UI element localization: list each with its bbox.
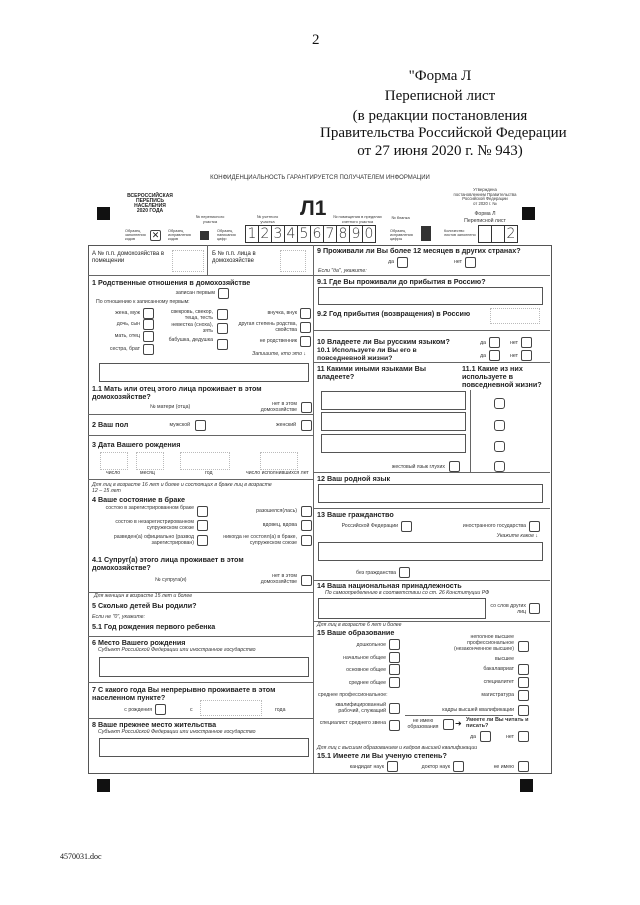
divider	[88, 275, 313, 276]
divider	[313, 472, 550, 473]
q2-female-label: женский	[276, 422, 296, 428]
q15-none-label: не имею образования	[407, 718, 439, 730]
q15-checkbox[interactable]	[518, 677, 529, 688]
q11-sign-checkbox[interactable]	[449, 461, 460, 472]
q8-previous-residence-input[interactable]	[99, 738, 309, 757]
divider	[313, 362, 550, 363]
q11-1-checkbox[interactable]	[494, 420, 505, 431]
q14-others-checkbox[interactable]	[529, 603, 540, 614]
q4-checkbox[interactable]	[301, 520, 312, 531]
q15-checkbox[interactable]	[518, 664, 529, 675]
q15-opt: бакалавриат	[483, 666, 514, 672]
q7-title: 7 С какого года Вы непрерывно проживаете в этом населенном пункте?	[92, 685, 276, 702]
census-title-line: ПЕРЕПИСЬ	[136, 198, 164, 204]
q9-2-title: 9.2 Год прибытия (возвращения) в Россию	[317, 309, 471, 318]
birth-year-field[interactable]	[180, 452, 230, 470]
age-field[interactable]	[260, 452, 298, 470]
label-census-area: № переписного участка	[195, 214, 225, 224]
q2-title: 2 Ваш пол	[92, 420, 129, 429]
divider	[207, 245, 208, 275]
q15-1-checkbox[interactable]	[518, 761, 529, 772]
q2-female-checkbox[interactable]	[301, 420, 312, 431]
q1-opt: мать, отец	[114, 333, 140, 339]
q15-1-note: Для лиц с высшим образованием и кадров высшей квалификации	[317, 745, 478, 751]
q13-which-hint: Укажите какое ↓	[496, 533, 538, 539]
q1-1-no-label: нет в этом домохозяйстве	[260, 401, 297, 413]
q1-opt: другая степень родства, свойства	[238, 321, 297, 333]
q15-checkbox[interactable]	[389, 652, 400, 663]
label-count-area: № учетного участка	[256, 214, 279, 224]
q15-1-opt: кандидат наук	[349, 764, 384, 770]
q1-checkbox[interactable]	[300, 336, 311, 347]
sample-digit: 7	[323, 225, 337, 243]
q15-checkbox[interactable]	[389, 720, 400, 731]
title-line: Правительства Российской Федерации	[320, 125, 567, 141]
q4-checkbox[interactable]	[197, 520, 208, 531]
q4-checkbox[interactable]	[301, 535, 312, 546]
divider	[88, 636, 313, 637]
q15-none-checkbox[interactable]	[443, 719, 454, 730]
sheet-digit[interactable]	[478, 225, 492, 243]
q11-language-input[interactable]	[321, 434, 466, 453]
divider	[88, 718, 313, 719]
approval-note	[445, 188, 525, 206]
q15-opt: квалифицированный рабочий, служащий	[335, 702, 386, 714]
q1-opt: свекровь, свекор, теща, тесть	[170, 309, 213, 321]
q2-male-label: мужской	[169, 422, 190, 428]
q15-checkbox[interactable]	[518, 641, 529, 652]
q15-literacy-no-label: нет	[506, 734, 514, 740]
q15-opt: специалист среднего звена	[319, 720, 386, 726]
q6-birthplace-input[interactable]	[99, 657, 309, 677]
sample-digit: 1	[245, 225, 259, 243]
q15-checkbox[interactable]	[389, 703, 400, 714]
q4-1-no-checkbox[interactable]	[301, 575, 312, 586]
q7-year-label: года	[275, 707, 286, 713]
sample-fix-box	[200, 231, 209, 240]
file-name-footer: 4570031.doc	[60, 852, 102, 861]
title-line: "Форма Л	[408, 68, 472, 84]
form-name: Форма Л	[474, 211, 496, 217]
title-line: (в редакции постановления	[352, 108, 528, 124]
sample-digit: 8	[336, 225, 350, 243]
q10-1-no-label: нет	[510, 353, 518, 359]
q4-1-title: 4.1 Супруг(а) этого лица проживает в этом домохозяйстве?	[92, 555, 244, 572]
census-title-line: 2020 ГОДА	[136, 208, 164, 214]
q13-rf-label: Российской Федерации	[341, 523, 398, 529]
sample-digit: 0	[362, 225, 376, 243]
q1-opt: невестка (сноха), зять	[171, 322, 213, 334]
q9-if: Если "да", укажите:	[318, 268, 367, 274]
q15-checkbox[interactable]	[518, 705, 529, 716]
q3-label: число исполнившихся лет	[246, 470, 309, 476]
sample-digit: 2	[258, 225, 272, 243]
q1-checkbox[interactable]	[217, 323, 228, 334]
q15-checkbox[interactable]	[518, 690, 529, 701]
sample-mark-box: ✕	[151, 230, 160, 240]
approval-line: от 2020 г. №	[473, 200, 497, 206]
q15-checkbox[interactable]	[389, 664, 400, 675]
q15-higher-label: высшее	[494, 656, 514, 662]
q1-checkbox[interactable]	[143, 344, 154, 355]
q1-write-hint: Запишите, кто это ↓	[252, 351, 306, 357]
q15-opt: дошкольное	[356, 642, 386, 648]
q1-opt: жена, муж	[115, 310, 140, 316]
q2-male-checkbox[interactable]	[195, 420, 206, 431]
divider	[88, 414, 313, 415]
divider	[405, 715, 513, 716]
arrow-right-icon: ➜	[455, 719, 462, 728]
q9-2-year-field[interactable]	[490, 308, 540, 324]
sample-digit: 3	[271, 225, 285, 243]
divider	[313, 330, 550, 331]
household-number-label: А № п.п. домохозяйства в помещении	[92, 251, 165, 264]
form-subtitle: Переписной лист	[464, 218, 506, 224]
q10-1-yes-checkbox[interactable]	[489, 350, 500, 361]
q15-note: Для лиц в возрасте 6 лет и более	[317, 622, 402, 628]
sample-fix2-icon	[421, 226, 431, 241]
q9-1-title: 9.1 Где Вы проживали до прибытия в Россию?	[317, 277, 486, 286]
q11-language-input[interactable]	[321, 391, 466, 410]
q3-label: число	[106, 470, 121, 476]
q1-opt: не родственник	[259, 338, 297, 344]
q4-checkbox[interactable]	[197, 506, 208, 517]
q8-title: 8 Ваше прежнее место жительства	[92, 720, 217, 729]
registration-mark	[522, 207, 535, 220]
divider	[88, 479, 313, 480]
q13-title: 13 Ваше гражданство	[317, 510, 394, 519]
q7-birth-checkbox[interactable]	[155, 704, 166, 715]
q15-opt: основное общее	[346, 667, 386, 673]
q1-checkbox[interactable]	[300, 322, 311, 333]
q1-checkbox[interactable]	[143, 319, 154, 330]
q13-rf-checkbox[interactable]	[401, 521, 412, 532]
q1-first: записан первым	[175, 290, 215, 296]
q9-yes-label: да	[388, 259, 394, 265]
q12-title: 12 Ваш родной язык	[317, 474, 391, 483]
q1-title: 1 Родственные отношения в домохозяйстве	[92, 278, 251, 287]
q14-subtitle: По самоопределению в соответствии со ст. 26 Конституции РФ	[325, 590, 490, 596]
registration-mark	[97, 779, 110, 792]
q1-checkbox[interactable]	[217, 309, 228, 320]
q15-1-checkbox[interactable]	[387, 761, 398, 772]
q11-title: 11 Какими иными языками Вы владеете?	[317, 364, 427, 381]
registration-mark	[97, 207, 110, 220]
q15-1-opt: не имею	[493, 764, 514, 770]
q4-note: Для лиц в возрасте 16 лет и более и состоящих в браке лиц в возрасте 12 – 15 лет	[92, 482, 272, 494]
title-line: от 27 июня 2020 г. № 943)	[357, 143, 523, 159]
q10-1-no-checkbox[interactable]	[521, 350, 532, 361]
q3-label: год	[205, 470, 213, 476]
q15-1-checkbox[interactable]	[453, 761, 464, 772]
q4-1-num-label: № супруга(и)	[155, 577, 187, 583]
q10-no-label: нет	[510, 340, 518, 346]
census-title	[120, 194, 180, 214]
column-divider	[313, 245, 314, 773]
q7-from-label: с	[190, 707, 193, 713]
q1-relative-note: По отношению к записанному первым:	[96, 299, 190, 305]
q4-opt: вдовец, вдова	[262, 522, 297, 528]
q7-birth-label: с рождения	[124, 707, 152, 713]
sample-digit: 5	[297, 225, 311, 243]
q5-note: Для женщин в возрасте 15 лет и более	[94, 593, 193, 599]
q1-checkbox[interactable]	[217, 339, 228, 350]
q1-opt: дочь, сын	[116, 321, 140, 327]
q9-yes-checkbox[interactable]	[397, 257, 408, 268]
q4-1-no-label: нет в этом домохозяйстве	[260, 573, 297, 585]
q4-opt: разведен(а) официально (развод зарегистрирован)	[113, 534, 194, 546]
q1-checkbox[interactable]	[143, 331, 154, 342]
q4-opt: состою в незарегистрированном супружеском союзе	[115, 519, 194, 531]
q13-foreign-label: иностранного государства	[462, 523, 526, 529]
approval-line: Утверждена	[473, 187, 497, 192]
q1-relation-input[interactable]	[99, 363, 309, 382]
q15-title: 15 Ваше образование	[317, 628, 395, 637]
person-number-field[interactable]	[280, 250, 306, 272]
q1-1-title: 1.1 Мать или отец этого лица проживает в этом домохозяйстве?	[92, 384, 262, 401]
q10-yes-label: да	[480, 340, 486, 346]
q14-title: 14 Ваша национальная принадлежность	[317, 581, 462, 590]
divider	[313, 275, 550, 276]
q4-checkbox[interactable]	[197, 535, 208, 546]
q5-title: 5 Сколько детей Вы родили?	[92, 601, 197, 610]
q1-opt: внучка, внук	[267, 310, 297, 316]
q11-language-input[interactable]	[321, 412, 466, 431]
q15-checkbox[interactable]	[389, 677, 400, 688]
q4-title: 4 Ваше состояние в браке	[92, 495, 185, 504]
sample-fix2-label: Образец исправления цифры	[390, 229, 413, 242]
q12-native-language-input[interactable]	[318, 484, 543, 503]
label-blank: № бланка	[391, 215, 410, 220]
q4-checkbox[interactable]	[301, 506, 312, 517]
q8-subtitle: Субъект Российской Федерации или иностранное государство	[98, 729, 256, 735]
q9-title: 9 Проживали ли Вы более 12 месяцев в других странах?	[317, 246, 521, 255]
approval-line: постановлением Правительства	[453, 191, 517, 197]
sample-digits-label: Образец написания цифр	[217, 229, 236, 242]
q13-none-label: без гражданства	[356, 570, 396, 576]
sheet-digit[interactable]: 2	[504, 225, 518, 243]
sample-digit: 6	[310, 225, 324, 243]
q13-none-checkbox[interactable]	[399, 567, 410, 578]
q6-title: 6 Место Вашего рождения	[92, 638, 186, 647]
q1-opt: сестра, брат	[109, 346, 140, 352]
q11-1-checkbox[interactable]	[494, 441, 505, 452]
divider	[470, 390, 471, 472]
q15-literacy-yes-label: да	[470, 734, 476, 740]
q15-opt: кадры высшей квалификации	[442, 707, 514, 713]
q11-1-checkbox[interactable]	[494, 398, 505, 409]
sheets-label: Количество листов заполнено	[444, 229, 476, 238]
divider	[88, 435, 313, 436]
label-premises: № помещения в пределах счетного участка	[333, 214, 382, 224]
q15-literacy-yes-checkbox[interactable]	[480, 731, 491, 742]
person-number-label: Б № п.п. лица в домохозяйстве	[212, 251, 256, 264]
q3-title: 3 Дата Вашего рождения	[92, 440, 181, 449]
q9-no-label: нет	[454, 259, 462, 265]
q1-1-no-checkbox[interactable]	[301, 402, 312, 413]
q15-literacy-no-checkbox[interactable]	[518, 731, 529, 742]
census-title-line: ВСЕРОССИЙСКАЯ	[127, 193, 173, 199]
sample-digit: 4	[284, 225, 298, 243]
q10-no-checkbox[interactable]	[521, 337, 532, 348]
q4-opt: состою в зарегистрированном браке	[105, 505, 194, 511]
form-code: Л1	[300, 197, 327, 220]
q15-1-opt: доктор наук	[421, 764, 450, 770]
q11-1-checkbox[interactable]	[494, 461, 505, 472]
q15-opt: специалитет	[483, 679, 514, 685]
q14-nationality-input[interactable]	[318, 598, 486, 619]
q5-if: Если не "0", укажите:	[92, 614, 145, 620]
sheet-digit[interactable]	[491, 225, 505, 243]
q10-1-title: 10.1 Используете ли Вы его в повседневной жизни?	[317, 347, 417, 362]
divider	[88, 682, 313, 683]
q11-1-title: 11.1 Какие из них используете в повседневной жизни?	[462, 364, 542, 389]
q6-subtitle: Субъект Российской Федерации или иностранное государство	[98, 647, 256, 653]
registration-mark	[520, 779, 533, 792]
q9-no-checkbox[interactable]	[465, 257, 476, 268]
sample-fix-label: Образец исправления кодов	[168, 229, 191, 242]
q15-spo-label: среднее профессиональное:	[318, 692, 388, 698]
census-title-line: НАСЕЛЕНИЯ	[134, 203, 166, 209]
q13-foreign-checkbox[interactable]	[529, 521, 540, 532]
q4-opt: разошелся(лась)	[256, 508, 297, 514]
sample-mark-label: Образец заполнения кодов	[125, 229, 146, 242]
birth-month-field[interactable]	[136, 452, 164, 470]
q14-others-label: со слов других лиц	[490, 603, 526, 615]
q1-1-num-label: № матери (отца)	[150, 404, 191, 410]
q1-first-checkbox[interactable]	[218, 288, 229, 299]
q9-1-country-input[interactable]	[318, 287, 543, 305]
sample-digit: 9	[349, 225, 363, 243]
q15-opt: начальное общее	[343, 655, 386, 661]
page-number: 2	[312, 32, 320, 48]
household-number-field[interactable]	[172, 250, 204, 272]
q4-opt: никогда не состоял(а) в браке, супружеском союзе	[223, 534, 297, 546]
q7-year-field[interactable]	[200, 700, 262, 716]
divider	[313, 508, 550, 509]
q15-incomplete-label: неполное высшее профессиональное (незаконченное высшее)	[454, 634, 514, 652]
confidentiality-note: КОНФИДЕНЦИАЛЬНОСТЬ ГАРАНТИРУЕТСЯ ПОЛУЧАТЕЛЕМ ИНФОРМАЦИИ	[210, 175, 430, 181]
q1-opt: бабушка, дедушка	[168, 337, 213, 343]
q10-1-yes-label: да	[480, 353, 486, 359]
q1-checkbox[interactable]	[143, 308, 154, 319]
approval-line: Российской Федерации	[462, 196, 508, 202]
q11-sign-label: жестовый язык глухих	[391, 464, 445, 470]
q3-label: месяц	[140, 470, 155, 476]
title-line: Переписной лист	[384, 88, 496, 104]
q15-literacy-label: Умеете ли Вы читать и писать?	[466, 717, 529, 729]
q10-title: 10 Владеете ли Вы русским языком?	[317, 337, 450, 346]
q10-yes-checkbox[interactable]	[489, 337, 500, 348]
q1-checkbox[interactable]	[300, 308, 311, 319]
q5-1-title: 5.1 Год рождения первого ребенка	[92, 622, 216, 631]
q13-country-input[interactable]	[318, 542, 543, 561]
q15-opt: среднее общее	[348, 680, 386, 686]
q15-opt: магистратура	[481, 692, 514, 698]
q15-checkbox[interactable]	[389, 639, 400, 650]
birth-day-field[interactable]	[100, 452, 128, 470]
q15-1-title: 15.1 Имеете ли Вы ученую степень?	[317, 751, 447, 760]
